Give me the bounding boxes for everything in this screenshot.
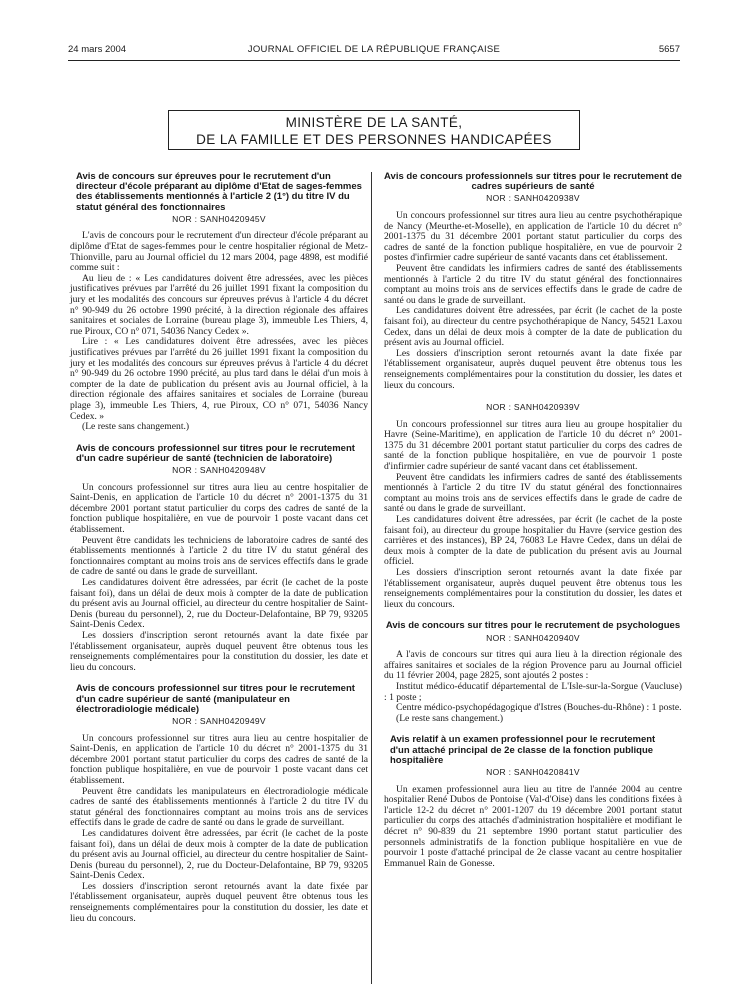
page-header xyxy=(68,44,680,60)
notice-paragraph: Un concours professionnel sur titres aura lieu au centre hospitalier de Saint-Denis, en application de l'article 10 du décret n° 2001-1375 du 31 décembre 2001 portant statut particulier du corps des cadres de santé de la fonction publique hospitalière, en vue de pourvoir 1 poste vacant dans cet établissement. xyxy=(70,732,368,786)
notice-paragraph: Les dossiers d'inscription seront retournés avant la date fixée par l'établissement organisateur, auprès duquel peuvent être obtenus tous les renseignements complémentaires pour la constitution du dossier, les dates et lieux du concours. xyxy=(384,567,682,610)
notice-paragraph: Peuvent être candidats les infirmiers cadres de santé des établissements mentionnés à l'article 2 du titre IV du statut général des fonctionnaires comptant au moins trois ans de services effectifs dans le grade de cadre de santé ou dans le grade de surveillant. xyxy=(384,471,682,515)
nor-reference: NOR : SANH0420939V xyxy=(486,402,580,413)
column-divider xyxy=(371,172,372,984)
nor-reference: NOR : SANH0420940V xyxy=(486,632,580,643)
notice-paragraph: Les candidatures doivent être adressées, par écrit (le cachet de la poste faisant foi), dans un délai de deux mois à compter de la date de publication du présent avis au Journal officiel, au directeur du centre hospitalier de Saint-Denis (bureau du personnel), 2, rue du Docteur-Delafontaine, BP 79, 93205 Saint-Denis Cedex. xyxy=(70,577,368,631)
right-column xyxy=(384,172,682,880)
notice-paragraph: Les candidatures doivent être adressées, par écrit (le cachet de la poste faisant foi), au directeur du centre psychothérapique de Nancy, 54521 Laxou Cedex, dans un délai de deux mois à compter de la date de publication du présent avis au Journal officiel. xyxy=(384,305,682,349)
nor-reference: NOR : SANH0420949V xyxy=(172,715,266,726)
notice-title: Avis de concours sur titres pour le recrutement de psychologues xyxy=(385,620,681,632)
notice-paragraph: Un concours professionnel sur titres aura lieu au centre psychothérapique de Nancy (Meurthe-et-Moselle), en application de l'article 10 du décret n° 2001-1375 du 31 décembre 2001 portant statut particulier du corps des cadres de santé de la fonction publique hospitalière, en vue de pourvoir 2 postes d'infirmier cadre supérieur de santé vacants dans cet établissement. xyxy=(384,210,682,264)
nor-reference: NOR : SANH0420945V xyxy=(172,213,266,224)
notice-paragraph: Les candidatures doivent être adressées, par écrit (le cachet de la poste faisant foi), au directeur du groupe hospitalier du Havre (service gestion des carrières et des instances), BP 24, 76083 Le Havre Cedex, dans un délai de deux mois à compter de la date de publication du présent avis au Journal officiel. xyxy=(384,514,682,568)
nor-reference: NOR : SANH0420841V xyxy=(486,766,580,777)
issue-date: 24 mars 2004 xyxy=(68,44,127,55)
notice-paragraph: Peuvent être candidats les manipulateurs en électroradiologie médicale cadres de santé des établissements mentionnés à l'article 2 du titre IV du statut général des fonctionnaires comptant au moins trois ans de services effectifs dans le grade de cadre de santé ou dans le grade de surveillant. xyxy=(70,785,368,829)
page-number: 5657 xyxy=(658,44,680,55)
notice-paragraph: (Le reste sans changement.) xyxy=(396,712,504,724)
notice-paragraph: Un concours professionnel sur titres aura lieu au groupe hospitalier du Havre (Seine-Maritime), en application de l'article 10 du décret n° 2001-1375 du 31 décembre 2001 portant statut particulier du corps des cadres de santé de la fonction publique hospitalière, en vue de pourvoir 1 poste d'infirmier cadre supérieur de santé vacant dans cet établissement. xyxy=(384,418,682,473)
notice-paragraph: Au lieu de : « Les candidatures doivent être adressées, avec les pièces justificatives prévues par l'arrêté du 26 juillet 1991 fixant la composition du jury et les modalités des concours sur épreuves prévus à l'article 4 du décret n° 90-949 du 26 octobre 1990 précité, à la direction régionale des affaires sanitaires et sociales de Lorraine (bureau plage 3), immeuble Les Thiers, 4, rue Piroux, CO n° 071, 54036 Nancy Cedex ». xyxy=(70,272,368,337)
notice-paragraph: Institut médico-éducatif départemental de L'Isle-sur-la-Sorgue (Vaucluse) : 1 poste ; xyxy=(384,680,682,703)
notice-section xyxy=(384,735,682,869)
notice-paragraph: Centre médico-psychopédagogique d'Istres (Bouches-du-Rhône) : 1 poste. xyxy=(396,702,682,714)
notice-title: Avis de concours professionnel sur titres pour le recrutement d'un cadre supérieur de santé (manipulateur en électroradiologie médicale) xyxy=(76,683,355,715)
notice-paragraph: Un concours professionnel sur titres aura lieu au centre hospitalier de Saint-Denis, en application de l'article 10 du décret n° 2001-1375 du 31 décembre 2001 portant statut particulier du corps des cadres de santé de la fonction publique hospitalière, en vue de pourvoir 1 poste vacant dans cet établissement. xyxy=(70,481,368,536)
nor-reference: NOR : SANH0420948V xyxy=(172,465,266,476)
notice-paragraph: Les dossiers d'inscription seront retournés avant la date fixée par l'établissement organisateur, auprès duquel peuvent être obtenus tous les renseignements complémentaires pour la constitution du dossier, les date et lieu du concours. xyxy=(70,630,368,673)
notice-title: Avis de concours professionnel sur titres pour le recrutement d'un cadre supérieur de santé (technicien de laboratoire) xyxy=(76,442,355,464)
notice-paragraph: Lire : « Les candidatures doivent être adressées, avec les pièces justificatives prévues par l'arrêté du 26 juillet 1991 fixant la composition du jury et les modalités des concours sur épreuves prévus à l'article 4 du décret n° 90-949 du 26 octobre 1990 précité, au plus tard dans le délai d'un mois à compter de la date de publication du présent avis au Journal officiel, à la direction régionale des affaires sanitaires et sociales de Lorraine (bureau plage 3), immeuble Les Thiers, 4, rue Piroux, CO n° 071, 54036 Nancy Cedex. » xyxy=(70,336,368,422)
notice-paragraph: Un examen professionnel aura lieu au titre de l'année 2004 au centre hospitalier René Dubos de Pontoise (Val-d'Oise) dans les conditions fixées à l'article 12-2 du décret n° 2001-1207 du 19 décembre 2001 portant statut particulier du corps des attachés d'administration hospitalière et modifiant le décret n° 90-839 du 21 septembre 1990 portant statut particulier des personnels administratifs de la fonction publique hospitalière en vue de pourvoir 1 poste d'attaché principal de 2e classe vacant au centre hospitalier Emmanuel Rain de Gonesse. xyxy=(384,783,682,869)
ministry-banner xyxy=(168,110,580,150)
ministry-line-1: MINISTÈRE DE LA SANTÉ, xyxy=(285,115,463,130)
notice-paragraph: Peuvent être candidats les infirmiers cadres de santé des établissements mentionnés à l'article 2 du titre IV du statut général des fonctionnaires comptant au moins trois ans de services effectifs dans le grade de cadre de santé ou dans le grade de surveillant. xyxy=(384,262,682,306)
notice-title: Avis de concours sur épreuves pour le recrutement d'un directeur d'école préparant au diplôme d'Etat de sages-femmes des établissements mentionnés à l'article 2 (1°) du titre IV du statut général des fonctionnaires xyxy=(76,171,362,213)
ministry-line-2: DE LA FAMILLE ET DES PERSONNES HANDICAPÉES xyxy=(196,132,552,147)
notice-section xyxy=(70,684,368,924)
header-rule xyxy=(68,60,680,61)
notice-paragraph: Peuvent être candidats les techniciens de laboratoire cadres de santé des établissements mentionnés à l'article 2 du titre IV du statut général des fonctionnaires comptant au moins trois ans de services effectifs dans le grade de cadre de santé ou dans le grade de surveillant. xyxy=(70,534,368,578)
notice-title: Avis de concours professionnels sur titres pour le recrutement de cadres supérieurs de santé xyxy=(384,171,682,193)
journal-title: JOURNAL OFFICIEL DE LA RÉPUBLIQUE FRANÇAISE xyxy=(247,44,501,55)
left-column xyxy=(70,172,368,935)
notice-paragraph: Les dossiers d'inscription seront retournés avant la date fixée par l'établissement organisateur, auprès duquel peuvent être obtenus tous les renseignements complémentaires pour la constitution du dossier, les date et lieu du concours. xyxy=(70,880,368,924)
notice-section xyxy=(384,402,682,610)
notice-paragraph: (Le reste sans changement.) xyxy=(82,421,190,433)
notice-section xyxy=(384,172,682,391)
notice-section xyxy=(70,172,368,433)
notice-section xyxy=(70,444,368,674)
nor-reference: NOR : SANH0420938V xyxy=(486,193,580,204)
notice-paragraph: L'avis de concours pour le recrutement d'un directeur d'école préparant au diplôme d'Etat de sages-femmes pour le centre hospitalier régional de Metz-Thionville, paru au Journal officiel du 12 mars 2004, page 4898, est modifié comme suit : xyxy=(70,230,368,274)
notice-paragraph: A l'avis de concours sur titres qui aura lieu à la direction régionale des affaires sanitaires et sociales de la région Provence paru au Journal officiel du 11 février 2004, page 2825, sont ajoutés 2 postes : xyxy=(384,649,682,682)
notice-paragraph: Les candidatures doivent être adressées, par écrit (le cachet de la poste faisant foi), dans un délai de deux mois à compter de la date de publication du présent avis au Journal officiel, au directeur du centre hospitalier de Saint-Denis (bureau du personnel), 2, rue du Docteur-Delafontaine, BP 79, 93205 Saint-Denis Cedex. xyxy=(70,827,368,882)
notice-paragraph: Les dossiers d'inscription seront retournés avant la date fixée par l'établissement organisateur, auprès duquel peuvent être obtenus tous les renseignements complémentaires pour la constitution du dossier, les dates et lieux du concours. xyxy=(384,347,682,391)
notice-section xyxy=(384,621,682,724)
notice-title: Avis relatif à un examen professionnel pour le recrutement d'un attaché principal de 2e classe de la fonction publique hospitalière xyxy=(390,734,656,766)
